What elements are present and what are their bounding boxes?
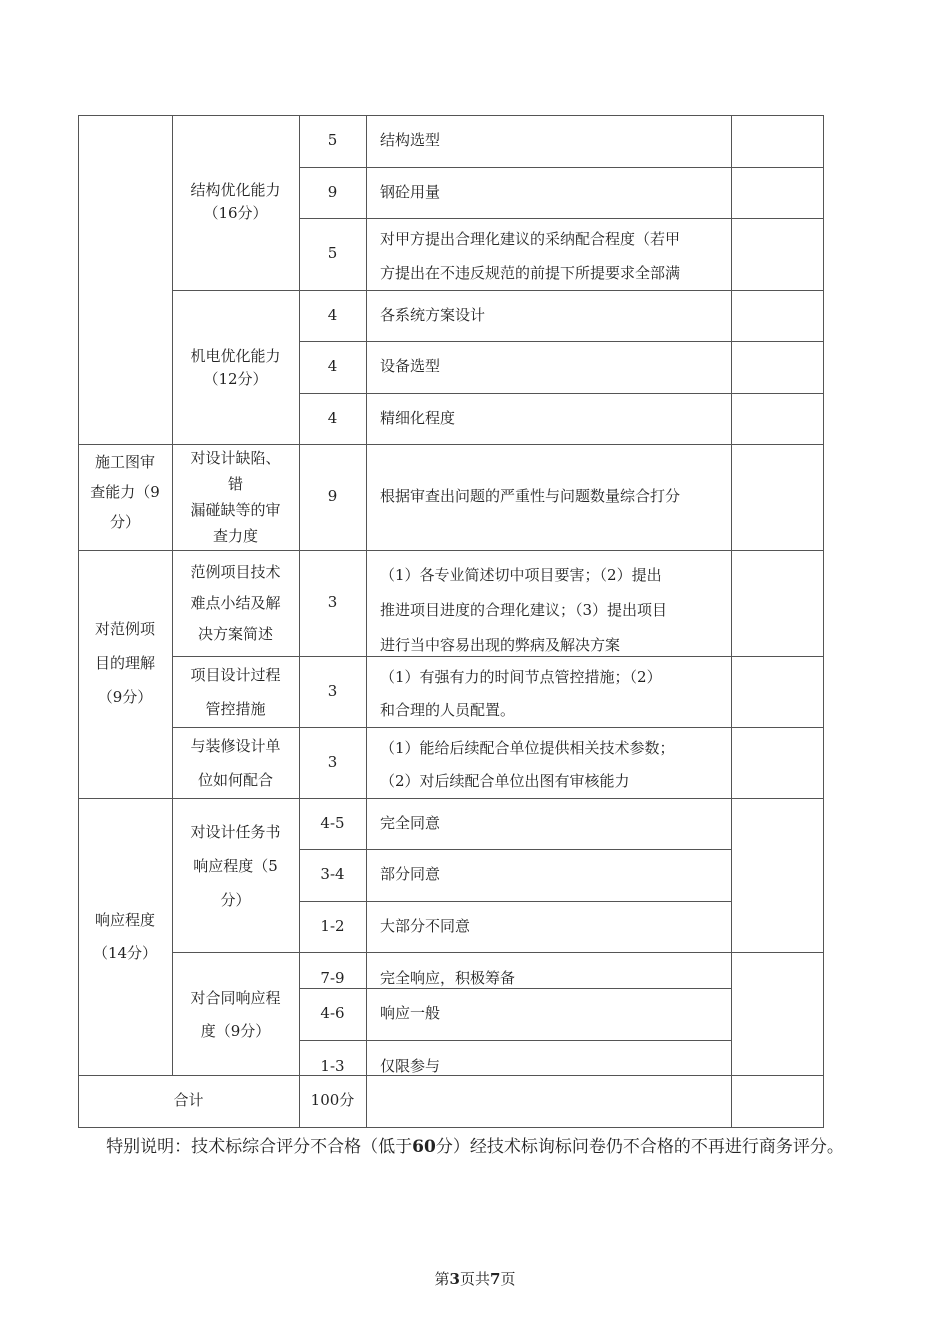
item-cell: 机电优化能力 （12分） [190,346,281,388]
criterion-cell: 完全同意 [380,813,441,832]
criterion-cell: 设备选型 [380,357,441,376]
score-cell: 5 [327,244,338,263]
category-cell: 施工图审 查能力（9 分） [90,453,160,531]
footer-total-pages: 7 [490,1270,501,1288]
table-rule [78,1127,824,1128]
item-cell: 结构优化能力 （16分） [190,180,281,222]
criterion-cell: 大部分不同意 [380,916,471,935]
score-cell: 1-3 [320,1057,345,1075]
footer-text: 页共 [459,1270,490,1288]
total-label: 合计 [173,1091,204,1110]
table-rule [299,218,824,219]
score-cell: 9 [327,487,338,506]
item-cell: 与装修设计单 位如何配合 [190,736,281,789]
item-cell: 对设计缺陷、 错 漏碰缺等的审 查力度 [190,449,281,545]
special-note [80,1131,870,1164]
table-rule [172,952,824,953]
score-cell: 3 [327,681,338,700]
score-cell: 1-2 [320,916,345,935]
criterion-cell: 精细化程度 [380,408,456,427]
criterion-cell: 根据审查出问题的严重性与问题数量综合打分 [380,487,681,506]
criterion-cell: 部分同意 [380,865,441,884]
criterion-cell: 各系统方案设计 [380,305,486,324]
table-rule [299,1040,732,1041]
item-cell: 项目设计过程 管控措施 [190,665,281,718]
criterion-cell: 对甲方提出合理化建议的采纳配合程度（若甲 方提出在不违反规范的前提下所提要求全部满 [380,230,681,282]
footer-current-page: 3 [449,1270,460,1288]
score-cell: 7-9 [320,969,345,987]
score-cell: 4 [327,357,338,376]
score-cell: 4 [327,305,338,324]
criterion-cell: 响应一般 [380,1004,441,1023]
category-cell: 对范例项 目的理解 （9分） [94,620,155,706]
item-cell: 对设计任务书 响应程度（5 分） [190,823,281,909]
score-cell: 4 [327,408,338,427]
criterion-cell: （1）各专业简述切中项目要害；（2）提出 推进项目进度的合理化建议；（3）提出项目 进行当中容易出现的弊病及解决方案 [380,566,668,654]
score-cell: 9 [327,182,338,201]
note-suffix: 分）经技术标询标问卷仍不合格的不再进行商务评分。 [435,1137,844,1157]
score-cell: 5 [327,131,338,150]
item-cell: 范例项目技术 难点小结及解 决方案简述 [190,562,281,643]
criterion-cell: （1）能给后续配合单位提供相关技术参数； （2）对后续配合单位出图有审核能力 [380,739,675,790]
score-cell: 4-6 [320,1004,345,1023]
page-footer [0,1268,950,1289]
score-cell: 4-5 [320,813,345,832]
score-cell: 3 [327,593,338,612]
criterion-cell: 仅限参与 [380,1057,441,1075]
footer-text: 页 [500,1270,516,1288]
criterion-cell: 结构选型 [380,131,441,150]
category-cell: 响应程度 （14分） [92,911,158,962]
criterion-cell: 钢砼用量 [380,182,441,201]
note-threshold: 60 [412,1137,436,1157]
item-cell: 对合同响应程 度（9分） [190,989,281,1040]
criterion-cell: （1）有强有力的时间节点管控措施；（2） 和合理的人员配置。 [380,668,662,719]
score-cell: 3-4 [320,865,345,884]
note-prefix: 特别说明：技术标综合评分不合格（低于 [106,1137,413,1157]
table-rule [823,115,824,1128]
criterion-cell: 完全响应，积极筹备 [380,969,516,987]
footer-text: 第 [434,1270,450,1288]
total-score: 100分 [310,1091,355,1110]
score-cell: 3 [327,752,338,771]
